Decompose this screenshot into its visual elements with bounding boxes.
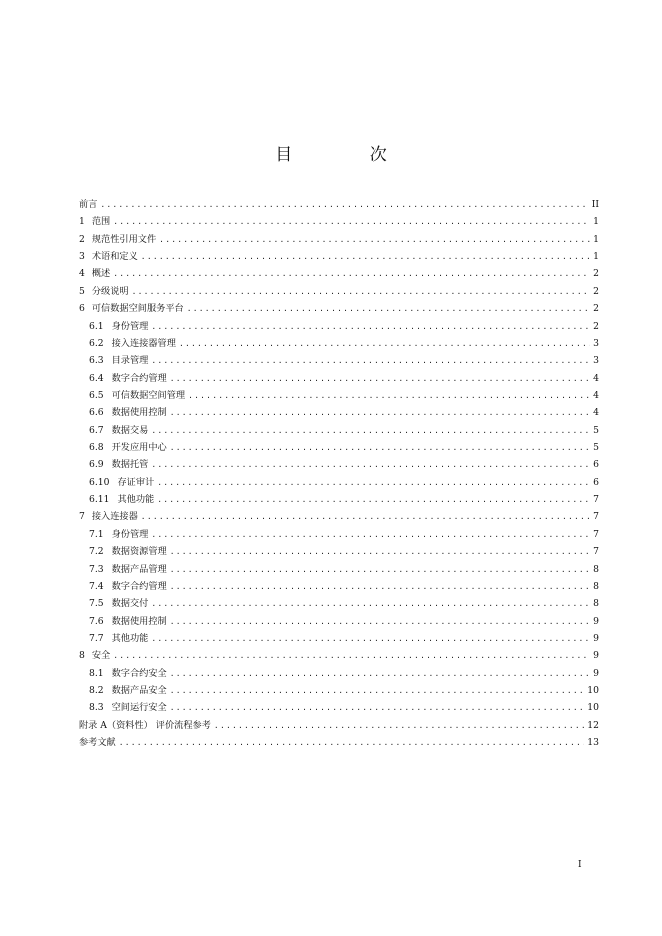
toc-entry-page: 9	[593, 667, 599, 679]
toc-entry-page: 3	[593, 337, 599, 349]
toc-entry-number: 8.3	[89, 702, 104, 714]
toc-entry[interactable]	[79, 543, 599, 560]
toc-dot-leader	[179, 335, 590, 352]
toc-entry[interactable]	[79, 265, 599, 282]
toc-entry[interactable]	[79, 595, 599, 612]
toc-entry-page: 4	[593, 407, 599, 419]
toc-entry-number: 7.7	[89, 632, 104, 644]
toc-entry[interactable]	[79, 665, 599, 682]
toc-entry-number: 6.1	[89, 320, 104, 332]
toc-entry-page: 4	[593, 372, 599, 384]
toc-entry-label: 身份管理	[111, 528, 149, 540]
toc-entry-label: 安全	[91, 650, 111, 662]
toc-entry[interactable]	[79, 682, 599, 699]
toc-entry-page: 7	[593, 528, 599, 540]
toc-entry[interactable]	[79, 526, 599, 543]
toc-entry-number: 7.5	[89, 598, 104, 610]
toc-entry-label: 接入连接器	[91, 511, 138, 523]
toc-dot-leader	[170, 370, 590, 387]
toc-entry-page: 5	[593, 442, 599, 454]
toc-entry[interactable]	[79, 352, 599, 369]
toc-entry-label: 数据交易	[111, 424, 149, 436]
toc-entry-number: 7.4	[89, 580, 104, 592]
toc-dot-leader	[132, 283, 591, 300]
toc-entry-label: 其他功能	[117, 494, 155, 506]
toc-entry-label: 术语和定义	[91, 251, 138, 263]
toc-dot-leader	[170, 543, 590, 560]
toc-entry-label: 数据产品管理	[111, 563, 167, 575]
toc-dot-leader	[113, 647, 590, 664]
toc-entry-label: 规范性引用文件	[91, 233, 157, 245]
toc-entry-page: 12	[587, 719, 599, 731]
toc-entry-label: 数据产品安全	[111, 685, 167, 697]
toc-dot-leader	[151, 595, 590, 612]
toc-dot-leader	[170, 613, 590, 630]
toc-entry-page: 6	[593, 459, 599, 471]
toc-entry-label: 开发应用中心	[111, 442, 167, 454]
toc-entry[interactable]	[79, 404, 599, 421]
toc-entry-label: 数字合约管理	[111, 580, 167, 592]
toc-entry-page: II	[591, 199, 599, 210]
toc-entry-page: 10	[587, 702, 599, 714]
toc-entry-number: 7.1	[89, 528, 104, 540]
toc-entry-page: 8	[593, 580, 599, 592]
toc-dot-leader	[151, 422, 590, 439]
toc-entry-label: 附录 A（资料性） 评价流程参考	[79, 719, 211, 731]
toc-entry[interactable]	[79, 387, 599, 404]
toc-dot-leader	[151, 456, 590, 473]
toc-dot-leader	[170, 682, 585, 699]
toc-entry-label: 数字合约管理	[111, 372, 167, 384]
toc-entry-label: 前言	[79, 199, 98, 210]
toc-entry-page: 7	[593, 511, 599, 523]
toc-entry[interactable]	[79, 283, 599, 300]
toc-entry-number: 3	[79, 251, 85, 263]
toc-dot-leader	[170, 578, 590, 595]
toc-entry[interactable]	[79, 456, 599, 473]
toc-entry-label: 范围	[91, 216, 111, 228]
toc-entry[interactable]	[79, 231, 599, 248]
toc-dot-leader	[151, 630, 590, 647]
toc-entry[interactable]	[79, 422, 599, 439]
toc-entry-number: 2	[79, 233, 85, 245]
toc-entry-number: 8	[79, 650, 85, 662]
toc-entry[interactable]	[79, 491, 599, 508]
toc-entry[interactable]	[79, 439, 599, 456]
toc-dot-leader	[151, 526, 590, 543]
toc-entry-page: 7	[593, 494, 599, 506]
toc-dot-leader	[141, 248, 590, 265]
toc-entry-page: 13	[587, 737, 599, 749]
toc-dot-leader	[157, 474, 590, 491]
toc-entry-page: 1	[593, 233, 599, 245]
toc-entry-page: 1	[593, 251, 599, 263]
toc-entry-number: 7.2	[89, 546, 104, 558]
toc-entry-page: 6	[593, 476, 599, 488]
toc-entry-number: 7.6	[89, 615, 104, 627]
toc-entry-number: 6.9	[89, 459, 104, 471]
toc-entry-number: 6.10	[89, 476, 110, 488]
toc-dot-leader	[170, 439, 590, 456]
toc-dot-leader	[170, 404, 590, 421]
toc-entry[interactable]	[79, 213, 599, 230]
toc-entry-label: 数据托管	[111, 459, 149, 471]
toc-entry[interactable]	[79, 734, 599, 751]
toc-entry-page: 2	[593, 303, 599, 315]
toc-dot-leader	[151, 318, 590, 335]
toc-entry[interactable]	[79, 474, 599, 491]
toc-entry-number: 6.5	[89, 389, 104, 401]
toc-entry-label: 目录管理	[111, 355, 149, 367]
toc-entry-page: 9	[593, 615, 599, 627]
toc-entry-number: 6.2	[89, 337, 104, 349]
toc-dot-leader	[151, 352, 590, 369]
toc-entry[interactable]	[79, 318, 599, 335]
toc-entry-number: 5	[79, 285, 85, 297]
toc-entry-label: 可信数据空间管理	[111, 389, 186, 401]
toc-dot-leader	[187, 300, 590, 317]
toc-entry-number: 6.7	[89, 424, 104, 436]
toc-entry-page: 1	[593, 216, 599, 228]
toc-entry[interactable]	[79, 647, 599, 664]
toc-entry-label: 可信数据空间服务平台	[91, 303, 184, 315]
page-number: I	[578, 860, 582, 870]
toc-title: 目 次	[275, 145, 423, 165]
toc-entry-page: 8	[593, 598, 599, 610]
toc-entry-page: 7	[593, 546, 599, 558]
toc-entry-page: 4	[593, 389, 599, 401]
toc-entry[interactable]	[79, 578, 599, 595]
toc-dot-leader	[170, 665, 590, 682]
toc-dot-leader	[170, 699, 585, 716]
toc-entry-label: 空间运行安全	[111, 702, 167, 714]
toc-entry-number: 7	[79, 511, 85, 523]
toc-entry-number: 6.11	[89, 494, 110, 506]
toc-dot-leader	[157, 491, 590, 508]
toc-entry-label: 身份管理	[111, 320, 149, 332]
toc-entry[interactable]	[79, 370, 599, 387]
toc-entry[interactable]	[79, 613, 599, 630]
toc-entry[interactable]	[79, 196, 599, 213]
toc-entry-number: 4	[79, 268, 85, 280]
toc-entry-label: 接入连接器管理	[111, 337, 176, 349]
toc-dot-leader	[100, 196, 588, 213]
toc-entry-number: 6.4	[89, 372, 104, 384]
toc-dot-leader	[141, 508, 590, 525]
toc-entry-number: 6	[79, 303, 85, 315]
toc-entry-label: 概述	[91, 268, 111, 280]
toc-dot-leader	[170, 561, 590, 578]
toc-entry-number: 6.8	[89, 442, 104, 454]
toc-entry-page: 10	[587, 685, 599, 697]
toc-entry-page: 9	[593, 650, 599, 662]
table-of-contents	[79, 196, 599, 752]
toc-dot-leader	[119, 734, 585, 751]
toc-entry-number: 8.1	[89, 667, 104, 679]
toc-entry-number: 8.2	[89, 685, 104, 697]
toc-entry-page: 2	[593, 285, 599, 297]
toc-entry-page: 5	[593, 424, 599, 436]
toc-dot-leader	[113, 213, 590, 230]
toc-entry[interactable]	[79, 630, 599, 647]
toc-entry-page: 3	[593, 355, 599, 367]
toc-entry[interactable]	[79, 300, 599, 317]
toc-entry-number: 7.3	[89, 563, 104, 575]
toc-dot-leader	[188, 387, 590, 404]
toc-entry-page: 2	[593, 268, 599, 280]
toc-entry-page: 8	[593, 563, 599, 575]
toc-entry-label: 数字合约安全	[111, 667, 167, 679]
toc-entry[interactable]	[79, 717, 599, 734]
toc-dot-leader	[113, 265, 590, 282]
toc-dot-leader	[214, 717, 584, 734]
toc-entry-label: 参考文献	[79, 737, 116, 749]
toc-entry-page: 9	[593, 632, 599, 644]
toc-entry[interactable]	[79, 508, 599, 525]
toc-entry[interactable]	[79, 248, 599, 265]
toc-entry[interactable]	[79, 335, 599, 352]
toc-entry-label: 数据资源管理	[111, 546, 167, 558]
toc-entry[interactable]	[79, 561, 599, 578]
toc-entry-label: 分级说明	[91, 285, 129, 297]
toc-entry-number: 6.3	[89, 355, 104, 367]
toc-entry-label: 存证审计	[117, 476, 155, 488]
toc-dot-leader	[159, 231, 590, 248]
toc-entry[interactable]	[79, 699, 599, 716]
toc-entry-label: 数据使用控制	[111, 615, 167, 627]
toc-entry-page: 2	[593, 320, 599, 332]
toc-entry-label: 其他功能	[111, 632, 149, 644]
toc-entry-number: 6.6	[89, 407, 104, 419]
toc-entry-label: 数据使用控制	[111, 407, 167, 419]
toc-entry-label: 数据交付	[111, 598, 149, 610]
toc-entry-number: 1	[79, 216, 85, 228]
